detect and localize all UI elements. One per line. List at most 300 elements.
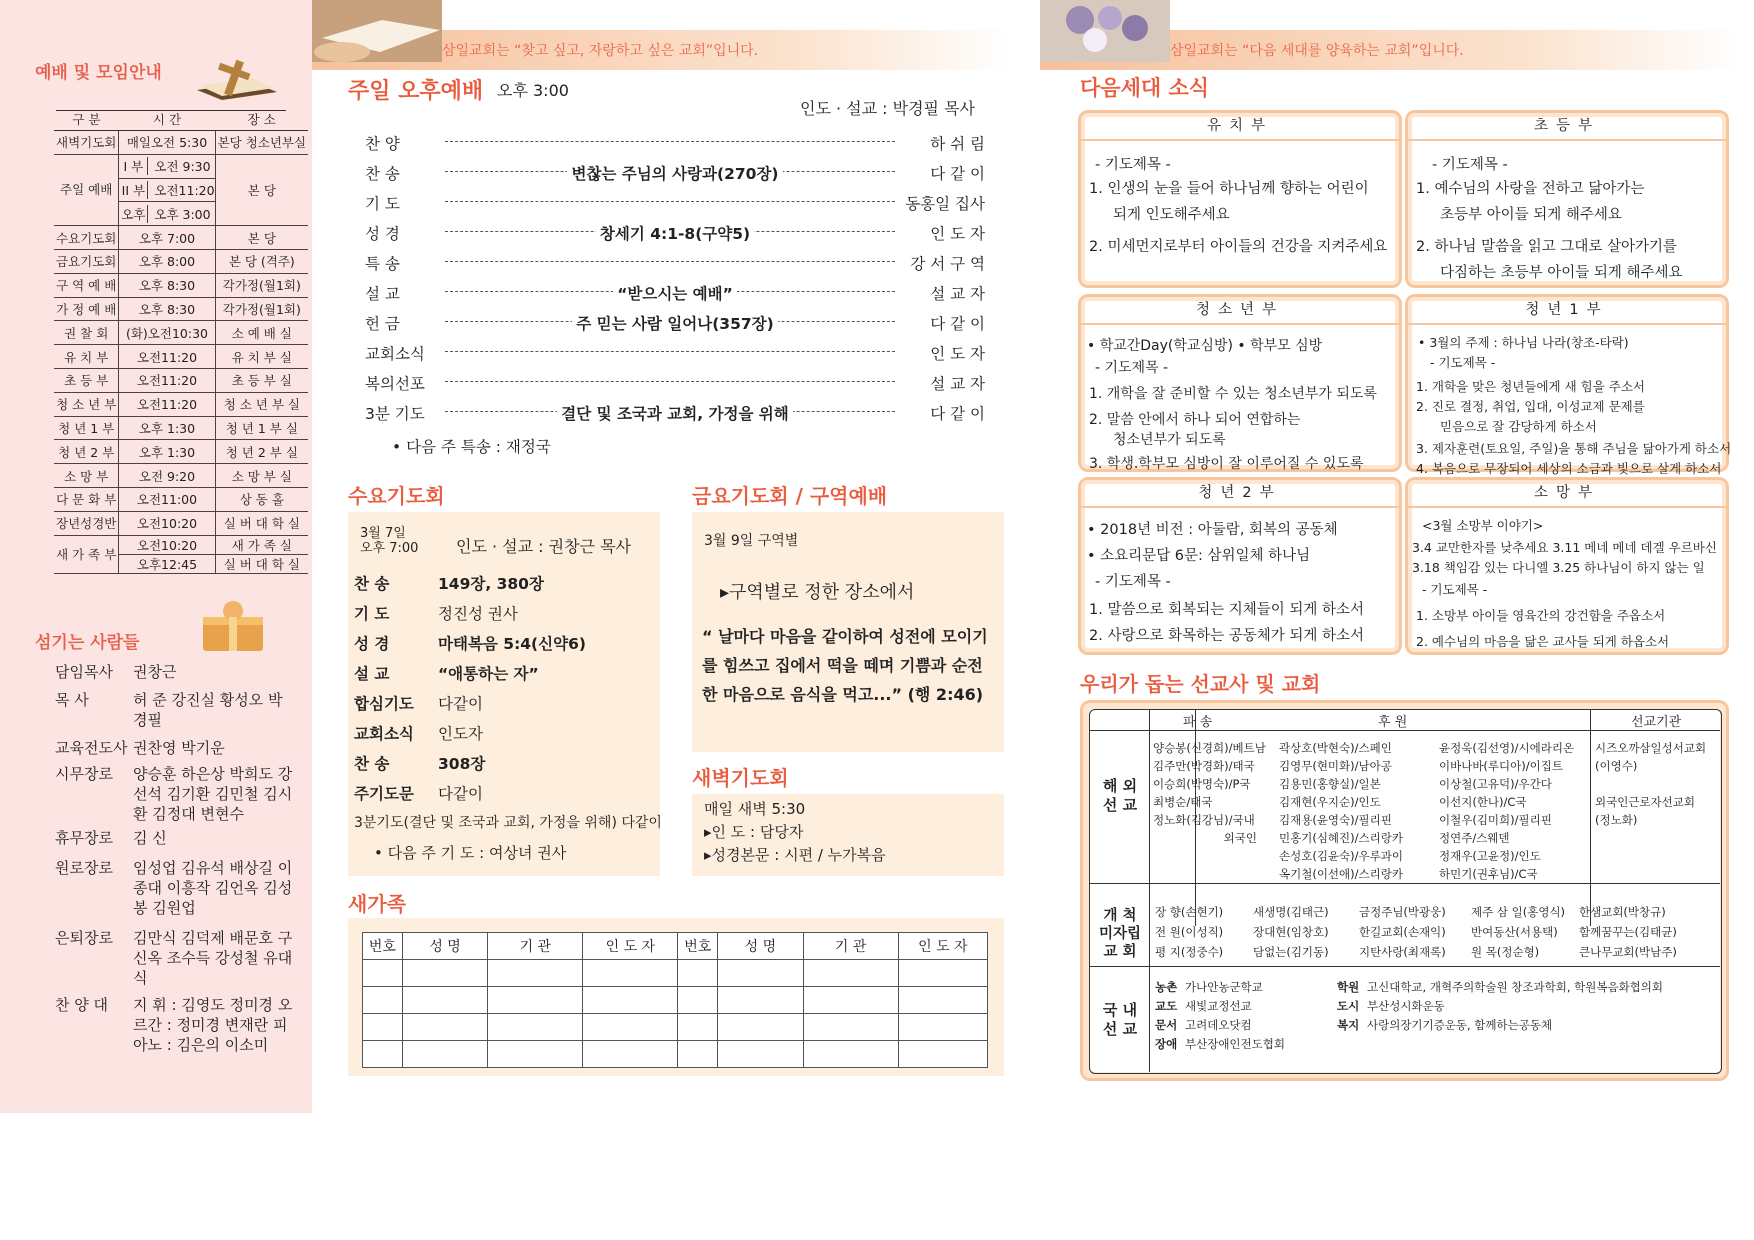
mission-entry: 이선지(한나)/C국	[1439, 795, 1527, 809]
wed-item-value: 정진성 권사	[438, 605, 518, 623]
person-names: 권창근	[133, 663, 177, 681]
service-person: 다 같 이	[899, 162, 985, 184]
table-cell[interactable]	[402, 1014, 488, 1041]
mission-entry: (정노화)	[1595, 813, 1638, 827]
wed-item-label: 찬 송	[354, 755, 390, 773]
domestic-key: 문서	[1155, 1018, 1178, 1032]
table-cell: 본 당	[215, 226, 308, 250]
wed-item-label: 주기도문	[354, 785, 414, 803]
mission-head-support: 후 원	[1378, 715, 1408, 730]
sub-label: II 부	[119, 181, 148, 199]
mission-title: 우리가 돕는 선교사 및 교회	[1080, 672, 1321, 696]
table-row	[54, 511, 308, 535]
wed-item-label: 합심기도	[354, 695, 414, 713]
bible-cross-icon	[192, 52, 282, 102]
service-detail: 변찮는 주님의 사랑과(270장)	[567, 165, 782, 183]
plant-church: 큰나무교회(박남주)	[1579, 945, 1677, 959]
table-row	[363, 1014, 988, 1041]
wed-item-label: 기 도	[354, 605, 390, 623]
person-row	[55, 928, 305, 988]
mission-entry: 외국인	[1223, 831, 1257, 845]
domestic-key: 농촌	[1155, 980, 1178, 994]
table-cell: 새 가 족 실	[215, 535, 308, 554]
table-cell[interactable]	[402, 987, 488, 1014]
mission-entry: 최병순/태국	[1153, 795, 1213, 809]
table-cell: (화)오전10:30	[119, 321, 215, 345]
col-header: 시 간	[119, 108, 215, 131]
mission-entry: 외국인근로자선교회	[1595, 795, 1695, 809]
wed-item-value: 인도자	[438, 725, 483, 743]
next-gen-box	[1405, 294, 1732, 476]
next-gen-line: 2. 말씀 안에서 하나 되어 연합하는	[1089, 412, 1301, 428]
next-gen-line: 초등부 아이들 되게 해주세요	[1440, 207, 1622, 223]
next-gen-line: 2. 사랑으로 화목하는 공동체가 되게 하소서	[1089, 628, 1364, 644]
next-gen-line: 1. 인생의 눈을 들어 하나님께 향하는 어린이	[1089, 181, 1369, 197]
next-gen-line: 3. 제자훈련(토요일, 주일)을 통해 주님을 닮아가게 하소서	[1416, 441, 1732, 456]
table-cell: 오후 8:30	[119, 273, 215, 297]
table-cell: 소 예 배 실	[215, 321, 308, 345]
person-names: 지 휘 : 김영도 정미경 오르간 : 정미경 변재란 피아노 : 김은의 이소미	[133, 996, 293, 1054]
service-person: 다 같 이	[899, 402, 985, 424]
service-leader: 인도 · 설교 : 박경필 목사	[800, 99, 976, 118]
next-gen-line: 1. 말씀으로 회복되는 지체들이 되게 하소서	[1089, 602, 1364, 618]
table-cell: 상 동 홀	[215, 487, 308, 511]
person-row	[55, 995, 305, 1055]
dawn-line: 매일 새벽 5:30	[704, 800, 806, 818]
mission-entry: 김재현(우지순)/인도	[1279, 795, 1381, 809]
wed-leader: 인도 · 설교 : 권창근 목사	[456, 537, 632, 556]
person-role: 원로장로	[55, 859, 113, 877]
person-role: 목 사	[55, 691, 89, 709]
table-cell[interactable]	[718, 1014, 804, 1041]
table-cell[interactable]	[803, 960, 898, 987]
mission-entry: 이철우(김미희)/필리핀	[1439, 813, 1552, 827]
fri-title: 금요기도회 / 구역예배	[692, 484, 888, 508]
next-gen-line: 1. 개학을 잘 준비할 수 있는 청소년부가 되도록	[1089, 386, 1377, 402]
mission-entry: 윤정욱(김선영)/시에라리온	[1439, 741, 1575, 755]
table-row	[54, 226, 308, 250]
wed-time: 오후 7:00	[360, 541, 419, 556]
person-row	[55, 662, 305, 682]
schedule-title: 예배 및 모임안내	[35, 63, 162, 83]
col-header: 인 도 자	[583, 933, 678, 960]
plant-church: 제주 삼 일(홍영식)	[1471, 905, 1566, 919]
table-row	[363, 1041, 988, 1068]
table-cell[interactable]	[363, 1014, 403, 1041]
table-cell[interactable]	[583, 1014, 678, 1041]
plant-church: 금정주님(박광웅)	[1359, 905, 1446, 919]
col-header: 장 소	[215, 108, 308, 131]
table-cell[interactable]	[803, 1041, 898, 1068]
next-special: • 다음 주 특송 : 재정국	[392, 438, 551, 456]
person-role: 담임목사	[55, 663, 113, 681]
domestic-key: 복지	[1337, 1018, 1360, 1032]
col-header: 성 명	[402, 933, 488, 960]
wed-item-label: 교회소식	[354, 725, 414, 743]
table-row	[54, 249, 308, 273]
mission-entry: 정재우(고윤정)/인도	[1439, 849, 1541, 863]
table-cell: 매일오전 5:30	[119, 131, 215, 155]
table-cell[interactable]	[898, 1041, 987, 1068]
col-header: 구 분	[54, 108, 119, 131]
wed-item-label: 성 경	[354, 635, 390, 653]
table-cell: 청 년 2 부	[54, 440, 119, 464]
mission-entry: 이승희(박명숙)/P국	[1153, 777, 1251, 791]
table-cell: 청 년 1 부	[54, 416, 119, 440]
col-header: 기 관	[803, 933, 898, 960]
wed-date: 3월 7일	[360, 526, 406, 541]
table-row	[54, 535, 308, 554]
table-row	[54, 487, 308, 511]
person-row	[55, 690, 305, 730]
wed-item-value: 149장, 380장	[438, 575, 544, 593]
next-gen-line: - 기도제목 -	[1422, 582, 1488, 597]
table-cell: 새벽기도회	[54, 131, 119, 155]
fri-date: 3월 9일 구역별	[704, 533, 799, 549]
domestic-key: 학원	[1337, 980, 1360, 994]
table-cell: 실 버 대 학 실	[215, 511, 308, 535]
person-row	[55, 828, 305, 848]
domestic-key: 장애	[1155, 1037, 1178, 1051]
table-cell: 구 역 예 배	[54, 273, 119, 297]
table-cell: 실 버 대 학 실	[215, 554, 308, 573]
mission-entry: 김재용(윤영숙)/필리핀	[1279, 813, 1392, 827]
gift-box-icon	[195, 595, 275, 657]
person-row	[55, 764, 305, 824]
mission-entry: 김주만(박경화)/태국	[1153, 759, 1255, 773]
table-cell: 오후 7:00	[119, 226, 215, 250]
service-person: 강 서 구 역	[899, 252, 985, 274]
next-gen-line: - 기도제목 -	[1095, 574, 1171, 590]
table-cell: 오전11:00	[119, 487, 215, 511]
next-gen-line: 1. 소망부 아이들 영육간의 강건함을 주옵소서	[1416, 608, 1666, 623]
table-cell: 각가정(월1회)	[215, 273, 308, 297]
table-cell: 본 당 (격주)	[215, 249, 308, 273]
person-role: 찬 양 대	[55, 996, 109, 1014]
bible-reading-icon	[312, 0, 442, 62]
mission-entry: 민홍기(심혜진)/스리랑카	[1279, 831, 1403, 845]
wed-three-min: 3분기도(결단 및 조국과 교회, 가정을 위해) 다같이	[354, 815, 662, 831]
wed-item-value: 마태복음 5:4(신약6)	[438, 635, 586, 653]
domestic-value: 부산장애인전도협회	[1185, 1037, 1285, 1051]
next-gen-line: - 기도제목 -	[1095, 360, 1169, 376]
next-gen-box	[1078, 294, 1402, 472]
next-gen-box	[1405, 477, 1729, 655]
service-label: 교회소식	[365, 345, 425, 363]
dawn-line: ▸인 도 : 담당자	[704, 823, 804, 841]
service-person: 인 도 자	[899, 342, 985, 364]
domestic-value: 부산성시화운동	[1367, 999, 1445, 1013]
service-item	[365, 372, 985, 398]
table-cell: 본당 청소년부실	[215, 131, 308, 155]
table-cell: 오후12:45	[119, 554, 215, 573]
next-gen-box	[1405, 110, 1729, 288]
table-cell[interactable]	[488, 987, 583, 1014]
next-gen-box-head: 소망부	[1408, 480, 1726, 508]
next-gen-line: 3.18 책임감 있는 다니엘 3.25 하나님이 하지 않는 일	[1412, 560, 1705, 575]
table-cell[interactable]	[488, 960, 583, 987]
table-cell: 유 치 부	[54, 345, 119, 369]
col-header: 번호	[363, 933, 403, 960]
table-cell: 금요기도회	[54, 249, 119, 273]
plant-church: 담없는(김기동)	[1253, 945, 1329, 959]
table-cell[interactable]	[803, 1014, 898, 1041]
table-cell[interactable]	[718, 987, 804, 1014]
table-cell	[119, 154, 215, 178]
service-person: 인 도 자	[899, 222, 985, 244]
service-item	[365, 162, 985, 188]
service-item	[365, 192, 985, 218]
table-cell[interactable]	[898, 987, 987, 1014]
table-cell: 오전11:20	[119, 392, 215, 416]
newfam-box	[348, 918, 1004, 1076]
sub-label: 오후	[119, 205, 148, 223]
service-detail: 창세기 4:1-8(구약5)	[596, 225, 754, 243]
person-names: 김 신	[133, 829, 167, 847]
sub-time: 오후 3:00	[154, 206, 211, 222]
service-detail: “받으시는 예배”	[613, 285, 737, 303]
table-cell[interactable]	[718, 1041, 804, 1068]
overseas-label: 해 외 선 교	[1102, 777, 1138, 814]
service-label: 헌 금	[365, 315, 400, 333]
service-person: 설 교 자	[899, 282, 985, 304]
domestic-value: 사랑의장기기증운동, 함께하는공동체	[1367, 1018, 1553, 1032]
table-cell[interactable]	[678, 960, 718, 987]
service-detail: 결단 및 조국과 교회, 가정을 위해	[557, 405, 793, 423]
next-gen-line: 1. 예수님의 사랑을 전하고 닮아가는	[1416, 181, 1645, 197]
table-cell: 장년성경반	[54, 511, 119, 535]
domestic-key: 도시	[1337, 999, 1360, 1013]
person-names: 허 준 강진실 황성오 박경필	[133, 691, 283, 729]
left-panel	[0, 0, 312, 1113]
table-cell: 오후 1:30	[119, 440, 215, 464]
newfam-title: 새가족	[348, 892, 406, 916]
plant-church: 함께꿈꾸는(김태균)	[1579, 925, 1677, 939]
table-row	[54, 345, 308, 369]
sub-label: I 부	[119, 157, 148, 175]
table-cell[interactable]	[583, 960, 678, 987]
table-cell: 새 가 족 부	[54, 535, 119, 573]
table-cell: 오전 9:20	[119, 464, 215, 488]
wed-item-label: 찬 송	[354, 575, 390, 593]
table-cell[interactable]	[402, 1041, 488, 1068]
col-header: 성 명	[718, 933, 804, 960]
wed-item-value: 다같이	[438, 785, 483, 803]
table-cell: 유 치 부 실	[215, 345, 308, 369]
table-cell[interactable]	[898, 960, 987, 987]
mission-entry: 정연주/스웨덴	[1439, 831, 1510, 845]
table-cell: 청 년 2 부 실	[215, 440, 308, 464]
domestic-value: 고려데오닷컴	[1185, 1018, 1252, 1032]
table-cell: 주일 예배	[54, 154, 119, 225]
domestic-label: 국 내 선 교	[1102, 1001, 1138, 1038]
table-cell	[119, 202, 215, 226]
table-row	[54, 416, 308, 440]
table-cell[interactable]	[803, 987, 898, 1014]
table-cell: 오후 8:30	[119, 297, 215, 321]
service-label: 3분 기도	[365, 405, 425, 423]
wed-item-value: 다같이	[438, 695, 483, 713]
service-label: 성 경	[365, 225, 400, 243]
service-label: 찬 양	[365, 135, 400, 153]
service-item	[365, 252, 985, 278]
table-cell: 오후 1:30	[119, 416, 215, 440]
plant-church: 평 지(정중수)	[1155, 945, 1224, 959]
table-cell: 소 망 부	[54, 464, 119, 488]
table-row	[54, 273, 308, 297]
table-cell[interactable]	[583, 1041, 678, 1068]
table-cell: 소 망 부 실	[215, 464, 308, 488]
table-cell: 오후 8:00	[119, 249, 215, 273]
table-cell: 가 정 예 배	[54, 297, 119, 321]
sub-time: 오전 9:30	[154, 159, 211, 175]
table-cell: 청 소 년 부 실	[215, 392, 308, 416]
table-cell[interactable]	[678, 1041, 718, 1068]
service-person: 하 쉬 림	[899, 132, 985, 154]
table-cell: 수요기도회	[54, 226, 119, 250]
next-gen-line: 2. 하나님 말씀을 읽고 그대로 살아가기를	[1416, 239, 1677, 255]
domestic-value: 고신대학교, 개혁주의학술원 창조과학회, 학원복음화협의회	[1367, 980, 1663, 994]
table-cell[interactable]	[402, 960, 488, 987]
person-role: 시무장로	[55, 765, 113, 783]
next-gen-line: • 학교간Day(학교심방) • 학부모 심방	[1087, 338, 1323, 354]
wed-item-value: “애통하는 자”	[438, 665, 539, 683]
fri-box	[692, 512, 1004, 752]
next-gen-line: 2. 미세먼지로부터 아이들의 건강을 지켜주세요	[1089, 239, 1388, 255]
service-label: 설 교	[365, 285, 400, 303]
next-gen-line: 3.4 교만한자를 낮추세요 3.11 메네 메네 데겔 우르바신	[1412, 540, 1717, 555]
plant-church: 새생명(김태근)	[1253, 905, 1329, 919]
table-cell: 오전10:20	[119, 511, 215, 535]
col-header: 인 도 자	[898, 933, 987, 960]
plant-church: 반여동산(서용택)	[1471, 925, 1558, 939]
mission-entry: 하민기(권후님)/C국	[1439, 867, 1538, 881]
mission-entry: 정노화(김강님)/국내	[1153, 813, 1255, 827]
service-label: 찬 송	[365, 165, 400, 183]
table-cell: 청 년 1 부 실	[215, 416, 308, 440]
table-cell: 권 찰 회	[54, 321, 119, 345]
fri-place: ▸구역별로 정한 장소에서	[720, 582, 915, 603]
table-row	[54, 131, 308, 155]
next-gen-line: • 2018년 비전 : 아둘람, 회복의 공동체	[1087, 522, 1338, 538]
table-cell[interactable]	[488, 1014, 583, 1041]
table-cell[interactable]	[898, 1014, 987, 1041]
service-item	[365, 342, 985, 368]
plant-church: 한길교회(손재익)	[1359, 925, 1446, 939]
next-gen-line: • 3월의 주제 : 하나님 나라(창조-타락)	[1418, 335, 1629, 350]
table-row	[54, 297, 308, 321]
person-row	[55, 738, 305, 758]
plant-label: 개 척 미자립 교 회	[1098, 908, 1142, 960]
service-item	[365, 222, 985, 248]
person-row	[55, 858, 305, 918]
dawn-title: 새벽기도회	[692, 766, 789, 790]
flowers-icon	[1040, 0, 1170, 62]
next-gen-box-head: 청년1부	[1408, 297, 1726, 325]
next-gen-box-head: 청소년부	[1081, 297, 1399, 325]
plant-church: 장대현(임창호)	[1253, 925, 1329, 939]
next-gen-line: - 기도제목 -	[1095, 157, 1171, 173]
next-gen-box	[1078, 477, 1402, 655]
service-label: 기 도	[365, 195, 400, 213]
table-cell: 오전10:20	[119, 535, 215, 554]
table-cell: 청 소 년 부	[54, 392, 119, 416]
table-cell[interactable]	[718, 960, 804, 987]
mission-head-org: 선교기관	[1631, 715, 1682, 730]
next-gen-box-head: 유치부	[1081, 113, 1399, 141]
table-cell[interactable]	[363, 960, 403, 987]
table-cell	[119, 178, 215, 202]
table-cell[interactable]	[363, 987, 403, 1014]
table-cell[interactable]	[583, 987, 678, 1014]
service-person: 다 같 이	[899, 312, 985, 334]
next-gen-line: - 기도제목 -	[1430, 355, 1496, 370]
next-gen-line: 청소년부가 되도록	[1113, 432, 1226, 448]
plant-church: 한샘교회(박창규)	[1579, 905, 1666, 919]
service-person: 설 교 자	[899, 372, 985, 394]
table-cell: 오전11:20	[119, 345, 215, 369]
service-label: 복의선포	[365, 375, 425, 393]
table-row	[54, 154, 308, 178]
service-label: 특 송	[365, 255, 400, 273]
domestic-key: 교도	[1155, 999, 1178, 1013]
table-row	[54, 464, 308, 488]
mission-entry: 시즈오까삼일성서교회	[1595, 741, 1707, 755]
plant-church: 장 향(손현기)	[1155, 905, 1224, 919]
next-gen-line: 1. 개학을 맞은 청년들에게 새 힘을 주소서	[1416, 379, 1645, 394]
schedule-table	[54, 108, 308, 574]
newfam-table	[362, 932, 988, 1068]
table-row	[363, 987, 988, 1014]
mission-entry: (이영수)	[1595, 759, 1638, 773]
table-cell: 각가정(월1회)	[215, 297, 308, 321]
wed-next: • 다음 주 기 도 : 여상녀 권사	[374, 844, 567, 862]
next-gen-line: 4. 복음으로 무장되어 세상의 소금과 빛으로 살게 하소서	[1416, 461, 1722, 476]
right-banner: 삼일교회는 “다음 세대를 양육하는 교회”입니다.	[1170, 43, 1464, 59]
mission-entry: 이바나바(루디아)/이집트	[1439, 759, 1563, 773]
service-person: 동홍일 집사	[899, 192, 985, 214]
next-gen-line: - 기도제목 -	[1432, 157, 1508, 173]
table-cell[interactable]	[363, 1041, 403, 1068]
mission-entry: 이상철(고유덕)/우간다	[1439, 777, 1552, 791]
table-cell: 초 등 부	[54, 368, 119, 392]
table-cell[interactable]	[488, 1041, 583, 1068]
service-time: 오후 3:00	[497, 81, 569, 100]
wed-box	[348, 512, 660, 876]
person-role: 은퇴장로	[55, 929, 113, 947]
person-role: 휴무장로	[55, 829, 113, 847]
next-gen-line: 2. 진로 결정, 취업, 입대, 이성교제 문제를	[1416, 399, 1645, 414]
next-gen-box-head: 초등부	[1408, 113, 1726, 141]
people-title: 섬기는 사람들	[35, 633, 140, 653]
table-row	[54, 392, 308, 416]
service-item	[365, 132, 985, 158]
person-role: 교육전도사	[55, 739, 128, 757]
next-gen-title: 다음세대 소식	[1080, 76, 1210, 100]
table-cell[interactable]	[678, 1014, 718, 1041]
sunday-afternoon-title: 주일 오후예배	[348, 79, 484, 104]
next-gen-line: • 소요리문답 6문: 삼위일체 하나님	[1087, 548, 1311, 564]
wed-title: 수요기도회	[348, 484, 445, 508]
service-item	[365, 282, 985, 308]
mission-entry: 김영무(현미화)/남아공	[1279, 759, 1392, 773]
table-row	[54, 440, 308, 464]
next-gen-line: 다짐하는 초등부 아이들 되게 해주세요	[1440, 265, 1683, 281]
table-cell: 다 문 화 부	[54, 487, 119, 511]
table-row	[54, 321, 308, 345]
table-cell[interactable]	[678, 987, 718, 1014]
col-header: 기 관	[488, 933, 583, 960]
